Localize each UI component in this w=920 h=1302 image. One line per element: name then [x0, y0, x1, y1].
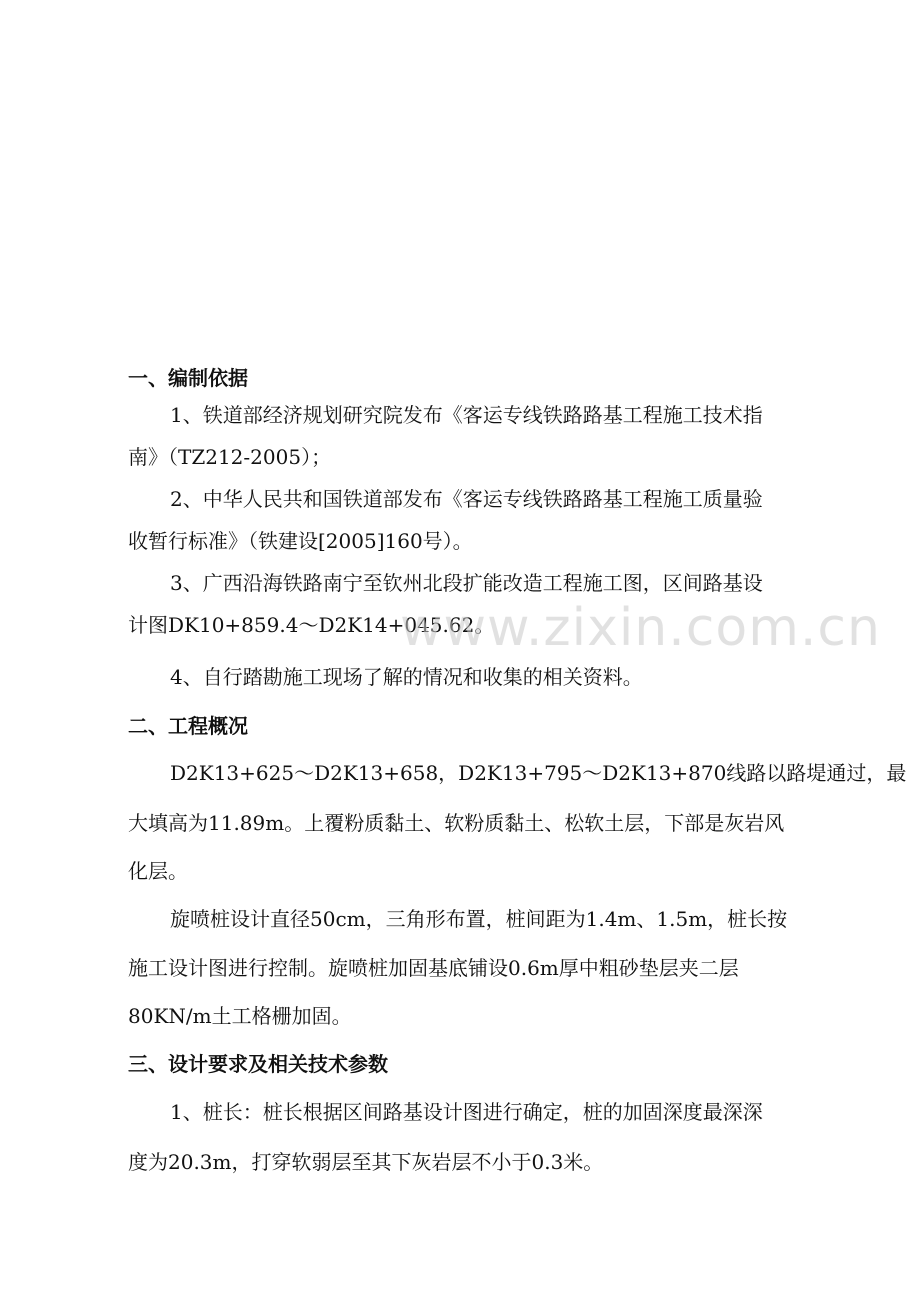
basis-item-3-line-2: 计图DK10+859.4～D2K14+045.62。 — [128, 613, 495, 637]
overview-p1-line-2: 大填高为11.89m。上覆粉质黏土、软粉质黏土、松软土层，下部是灰岩风 — [128, 811, 785, 835]
basis-item-4: 4、自行踏勘施工现场了解的情况和收集的相关资料。 — [170, 665, 643, 689]
basis-item-2-line-1: 2、中华人民共和国铁道部发布《客运专线铁路路基工程施工质量验 — [170, 487, 763, 511]
basis-item-1-line-1: 1、铁道部经济规划研究院发布《客运专线铁路路基工程施工技术指 — [170, 403, 763, 427]
basis-item-2-line-2: 收暂行标准》（铁建设[2005]160号）。 — [128, 529, 473, 553]
basis-item-1-line-2: 南》（TZ212-2005）； — [128, 445, 332, 469]
section-heading-basis: 一、编制依据 — [128, 366, 248, 390]
section-heading-overview: 二、工程概况 — [128, 714, 248, 738]
watermark-text: www.zixin.com.cn — [400, 598, 881, 658]
overview-p2-line-2: 施工设计图进行控制。旋喷桩加固基底铺设0.6m厚中粗砂垫层夹二层 — [128, 956, 739, 980]
overview-p2-line-1: 旋喷桩设计直径50cm，三角形布置，桩间距为1.4m、1.5m，桩长按 — [170, 907, 788, 931]
requirements-item-1-line-2: 度为20.3m，打穿软弱层至其下灰岩层不小于0.3米。 — [128, 1150, 604, 1174]
overview-p1-line-1: D2K13+625～D2K13+658，D2K13+795～D2K13+870线路以路堤通过，最 — [170, 761, 907, 785]
overview-p1-line-3: 化层。 — [128, 859, 188, 883]
basis-item-3-line-1: 3、广西沿海铁路南宁至钦州北段扩能改造工程施工图，区间路基设 — [170, 571, 763, 595]
requirements-item-1-line-1: 1、桩长：桩长根据区间路基设计图进行确定，桩的加固深度最深深 — [170, 1100, 763, 1124]
section-heading-design-requirements: 三、设计要求及相关技术参数 — [128, 1052, 388, 1076]
overview-p2-line-3: 80KN/m土工格栅加固。 — [128, 1004, 352, 1028]
